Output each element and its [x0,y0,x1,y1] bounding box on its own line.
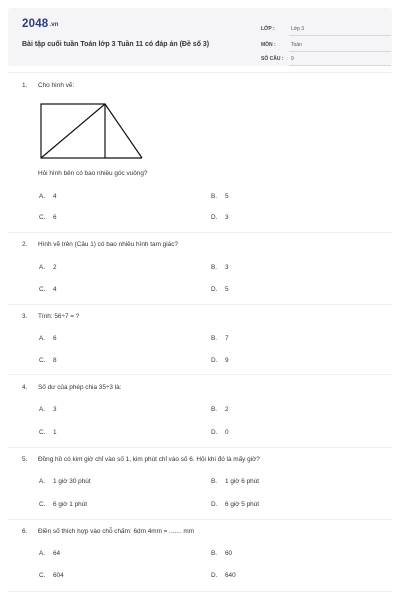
question-text: Điền số thích hợp vào chỗ chấm: 6dm 4mm = ....... mm [38,528,195,535]
option-letter: D. [211,501,218,508]
option-text: 640 [225,572,236,579]
option-letter: A. [39,478,46,485]
option-letter: A. [39,193,46,200]
option-letter: A. [39,406,46,413]
worksheet-header [8,8,392,66]
option-letter: B. [211,264,218,271]
option-text: 6 giờ 5 phút [225,501,260,508]
option-6a[interactable] [39,550,60,557]
option-2c[interactable] [39,286,57,293]
option-text: 2 [53,264,57,271]
option-letter: C. [39,357,46,364]
option-letter: C. [39,501,46,508]
option-text: 5 [225,286,229,293]
option-letter: D. [211,214,218,221]
meta-divider [289,65,391,66]
option-text: 1 giờ 6 phút [225,478,260,485]
section-divider [8,232,392,233]
meta-divider [289,51,391,52]
option-6b[interactable] [211,550,232,557]
option-letter: D. [211,357,218,364]
option-text: 6 [53,214,57,221]
option-text: 1 [53,429,57,436]
option-5b[interactable] [211,478,259,485]
option-text: 3 [225,264,229,271]
option-text: 1 giờ 30 phút [53,478,91,485]
option-3d[interactable] [211,357,229,364]
option-text: 8 [53,357,57,364]
option-text: 3 [53,406,57,413]
option-1d[interactable] [211,214,229,221]
option-4d[interactable] [211,429,229,436]
meta-count-value: 9 [291,56,294,62]
option-4a[interactable] [39,406,57,413]
meta-class-key: LỚP : [261,26,275,32]
question-text: Tính: 56÷7 = ? [38,313,80,320]
option-letter: A. [39,264,46,271]
meta-class [261,25,391,35]
option-3b[interactable] [211,335,229,342]
option-text: 604 [53,572,64,579]
section-divider [8,519,392,520]
question-number: 3. [22,313,28,320]
option-1a[interactable] [39,193,57,200]
site-logo[interactable] [22,18,59,30]
option-letter: D. [211,286,218,293]
meta-count-key: SỐ CÂU : [261,56,284,62]
question-number: 4. [22,384,28,391]
meta-divider [289,35,391,36]
question-text: Số dư của phép chia 35÷3 là: [38,384,122,391]
question-text: Cho hình vẽ: [38,82,75,89]
option-6c[interactable] [39,572,64,579]
option-text: 7 [225,335,229,342]
option-text: 6 giờ 1 phút [53,501,88,508]
logo-suffix: .vn [49,22,59,28]
worksheet-title: Bài tập cuối tuần Toán lớp 3 Tuần 11 có đáp án (Đề số 3) [22,41,210,48]
section-divider [8,447,392,448]
figure-triangle-side [105,104,142,158]
option-letter: C. [39,286,46,293]
meta-question-count [261,55,391,65]
section-divider [8,304,392,305]
meta-subject [261,41,391,51]
option-letter: C. [39,214,46,221]
option-letter: B. [211,406,218,413]
question-text: Đồng hồ có kim giờ chỉ vào số 1, kim phút chỉ vào số 6. Hỏi khi đó là mấy giờ? [38,456,260,463]
option-text: 3 [225,214,229,221]
question-number: 5. [22,456,28,463]
option-5a[interactable] [39,478,91,485]
option-6d[interactable] [211,572,236,579]
option-letter: D. [211,429,218,436]
option-letter: A. [39,550,46,557]
option-2a[interactable] [39,264,57,271]
option-3a[interactable] [39,335,57,342]
option-text: 4 [53,286,57,293]
question-number: 6. [22,528,28,535]
question-number: 1. [22,82,28,89]
option-text: 60 [225,550,233,557]
question-text: Hình vẽ trên (Câu 1) có bao nhiêu hình tam giác? [38,241,178,248]
question-number: 2. [22,241,28,248]
section-divider [8,591,392,592]
geometry-figure [39,102,145,160]
option-letter: B. [211,335,218,342]
logo-text: 2048 [22,18,49,30]
option-4b[interactable] [211,406,229,413]
option-letter: A. [39,335,46,342]
meta-subject-key: MÔN : [261,42,276,48]
option-1b[interactable] [211,193,229,200]
option-2b[interactable] [211,264,229,271]
option-letter: B. [211,550,218,557]
option-text: 9 [225,357,229,364]
meta-subject-value: Toán [291,42,302,48]
option-text: 2 [225,406,229,413]
option-5c[interactable] [39,501,87,508]
figure-diagonal [41,104,105,158]
question-subtext: Hỏi hình bên có bao nhiêu góc vuông? [38,170,148,177]
option-letter: B. [211,193,218,200]
option-text: 64 [53,550,61,557]
option-letter: D. [211,572,218,579]
option-letter: C. [39,572,46,579]
section-divider [8,72,392,73]
option-2d[interactable] [211,286,229,293]
option-text: 5 [225,193,229,200]
option-5d[interactable] [211,501,259,508]
option-letter: C. [39,429,46,436]
option-letter: B. [211,478,218,485]
section-divider [8,374,392,375]
option-3c[interactable] [39,357,57,364]
option-1c[interactable] [39,214,57,221]
option-text: 6 [53,335,57,342]
option-text: 0 [225,429,229,436]
option-4c[interactable] [39,429,57,436]
option-text: 4 [53,193,57,200]
meta-class-value: Lớp 3 [291,26,305,32]
